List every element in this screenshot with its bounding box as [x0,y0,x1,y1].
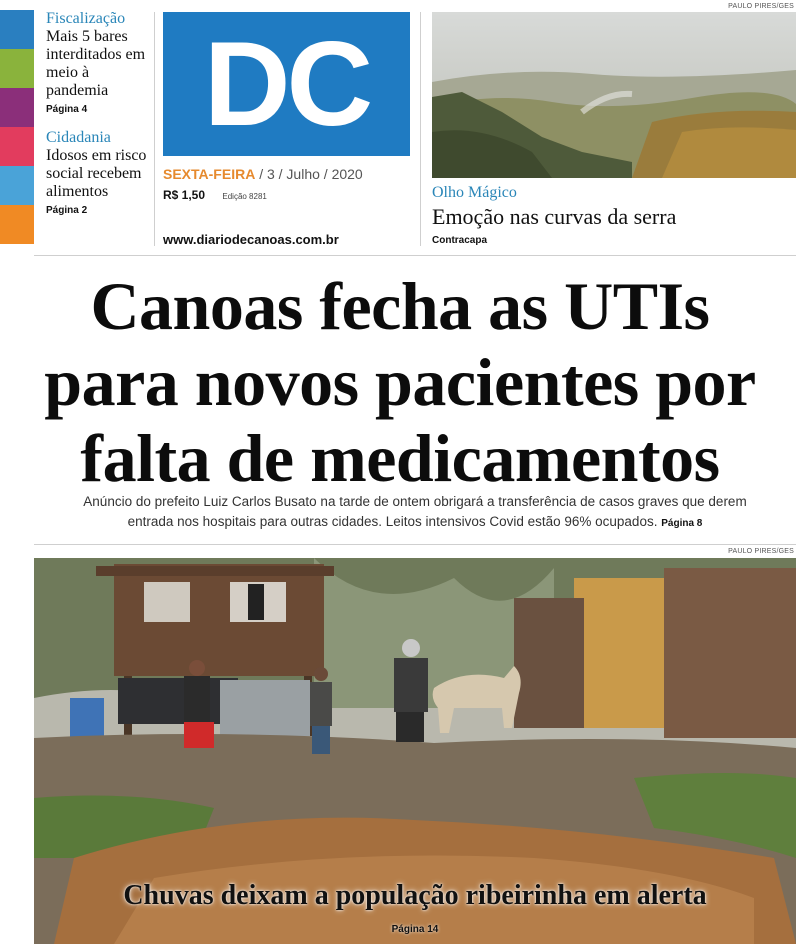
edition-number: Edição 8281 [222,192,267,201]
logo-text: DC [203,17,370,151]
divider-horizontal [34,544,796,545]
divider-vertical [420,12,421,246]
price-line [163,188,267,202]
photo-credit-bottom: PAULO PIRES/GES [728,548,794,555]
subhead-page: Página 8 [661,518,703,529]
dateline-day: SEXTA-FEIRA [163,166,256,182]
dateline-date: / 3 / Julho / 2020 [255,166,363,182]
feature-headline[interactable]: Emoção nas curvas da serra [432,204,677,229]
teaser-section: Cidadania [46,129,111,146]
strip-segment-purple [0,88,34,127]
masthead-logo[interactable] [163,12,410,156]
headline-line: para novos pacientes por [44,344,756,420]
headline-line: Canoas fecha as UTIs [90,268,710,344]
teaser-headline[interactable]: Idosos em risco social recebem alimentos [46,147,147,200]
teaser-page: Página 2 [46,205,88,216]
teaser-fiscalizacao[interactable] [46,10,150,115]
strip-segment-orange [0,205,34,244]
mountain-illustration [432,12,796,178]
strip-segment-green [0,49,34,88]
subhead-line [30,512,800,534]
strip-segment-blue [0,10,34,49]
subhead-line-text: entrada nos hospitais para outras cidades. Leitos intensivos Covid estão 96% ocupados. [127,514,658,529]
mountain-landscape-photo[interactable] [432,12,796,178]
main-headline[interactable] [20,268,780,496]
photo-caption[interactable]: Chuvas deixam a população ribeirinha em alerta [123,880,707,911]
teaser-cidadania[interactable] [46,129,150,216]
divider-vertical [154,12,155,246]
feature-page: Contracapa [432,235,488,246]
section-color-strip [0,10,34,244]
teaser-page: Página 4 [46,104,88,115]
subhead-line: Anúncio do prefeito Luiz Carlos Busato na tarde de ontem obrigará a transferência de casos graves que derem [83,494,747,509]
website-link[interactable]: www.diariodecanoas.com.br [163,232,339,247]
teaser-section: Fiscalização [46,10,126,27]
teaser-column [46,10,150,230]
photo-caption-page: Página 14 [391,924,439,935]
teaser-headline[interactable]: Mais 5 bares interditados em meio à pandemia [46,28,146,99]
divider-horizontal [34,255,796,256]
photo-credit-top: PAULO PIRES/GES [728,3,794,10]
headline-line: falta de medicamentos [80,420,720,496]
strip-segment-red [0,127,34,166]
strip-segment-lightblue [0,166,34,205]
dateline [163,166,363,182]
feature-section: Olho Mágico [432,184,517,201]
main-subhead [30,492,800,534]
price: R$ 1,50 [163,188,206,202]
